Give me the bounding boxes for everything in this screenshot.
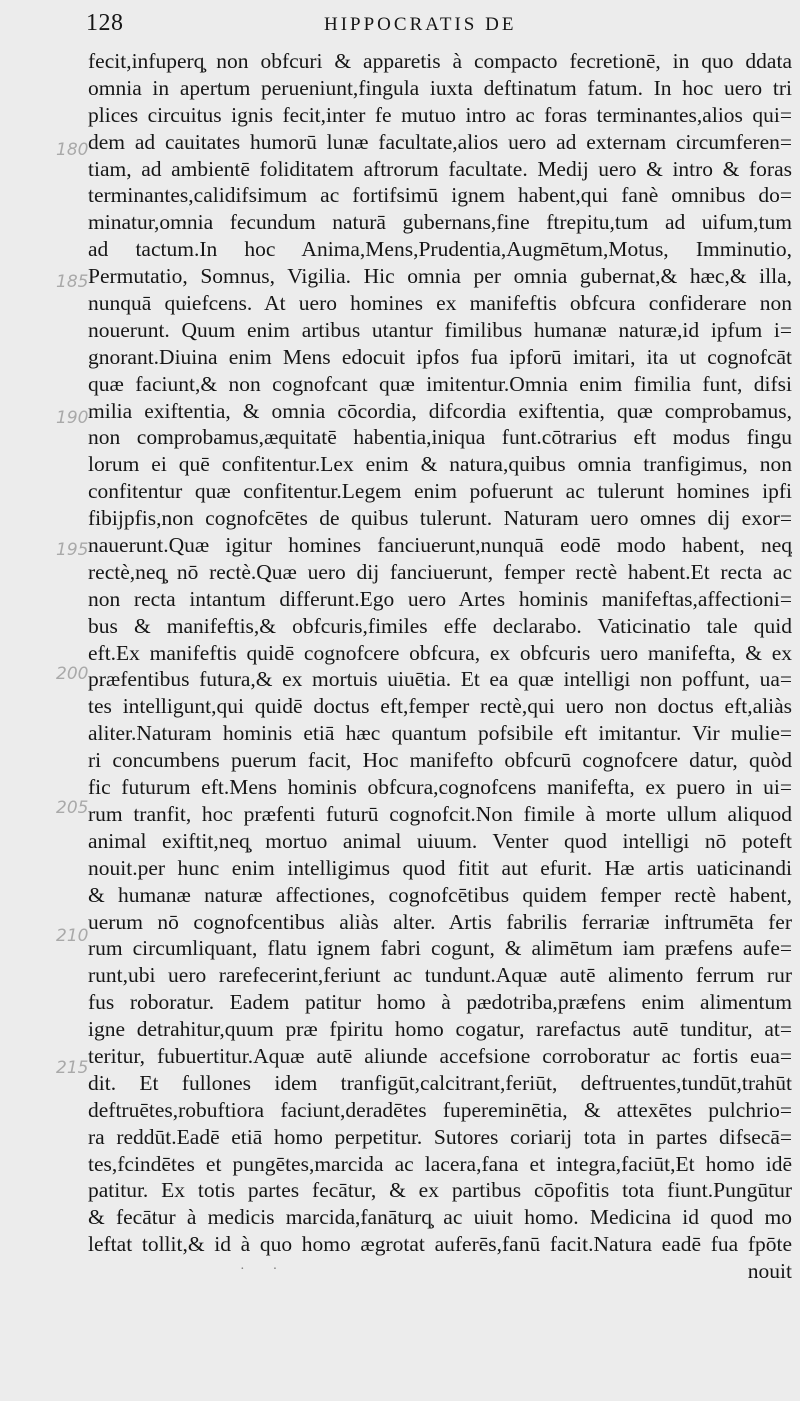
text-line: lorum ei quē confitentur.Lex enim & natura,quibus omnia tranfigimus, non [88,452,792,477]
text-line: deftruētes,robuftiora faciunt,deradētes fupereminētia, & attexētes pulchrio= [88,1097,792,1122]
margin-note: 195 [56,540,89,560]
text-line: leftat tollit,& id à quo homo ægrotat auferēs,fanū facit.Natura eadē fua fpōte [88,1232,792,1257]
catchword: nouit [747,1259,792,1284]
text-line: uerum nō cognofcentibus aliàs alter. Artis fabrilis ferrariæ inftrumēta fer [88,909,792,934]
text-line: ad tactum.In hoc Anima,Mens,Prudentia,Augmētum,Motus, Imminutio, [88,237,792,262]
page-number: 128 [86,10,124,36]
margin-note: 200 [56,664,89,684]
text-line: dit. Et fullones idem tranfigūt,calcitrant,feriūt, deftruentes,tundūt,trahūt [88,1070,792,1095]
text-line: nouerunt. Quum enim artibus utantur fimilibus humanæ naturæ,id ipfum i= [88,317,792,342]
text-line: fus roboratur. Eadem patitur homo à pædotriba,præfens enim alimentum [88,990,792,1015]
text-line: patitur. Ex totis partes fecātur, & ex partibus cōpofitis tota fiunt.Pungūtur [88,1178,792,1203]
text-line: fibijpfis,non cognofcētes de quibus tulerunt. Naturam uero omnes dij exor= [88,506,792,531]
text-line: non comprobamus,æquitatē habentia,iniqua funt.cōtrarius eft modus fingu [88,425,792,450]
text-line: aliter.Naturam hominis etiā hæc quantum pofsibile eft imitantur. Vir mulie= [88,721,792,746]
text-line: minatur,omnia fecundum naturā gubernans,fine ftrepitu,tum ad uifum,tum [88,210,792,235]
text-line: dem ad cauitates humorū lunæ facultate,alios uero ad externam circumferen= [88,129,792,154]
running-title: HIPPOCRATIS DE [324,14,517,35]
text-line: nouit.per hunc enim intelligimus quod fitit aut efurit. Hæ artis uaticinandi [88,855,792,880]
text-line: teritur, fubuertitur.Aquæ autē aliunde accefsione corroboratur ac fortis eua= [88,1043,792,1068]
text-line: runt,ubi uero rarefecerint,feriunt ac tundunt.Aquæ autē alimento ferrum rur [88,963,792,988]
margin-note: 205 [56,798,89,818]
text-line: fecit,infuperq̧ non obfcuri & apparetis à compacto fecretionē, in quo ddata [88,49,792,73]
text-line: terminantes,calidifsimum ac fortifsimū ignem habent,qui fanè omnibus do= [88,183,792,208]
text-line: & humanæ naturæ affectiones, cognofcētibus quidem femper rectè habent, [88,882,792,907]
margin-note: 215 [56,1058,89,1078]
text-line: confitentur quæ confitentur.Legem enim pofuerunt ac tulerunt homines ipfi [88,479,792,504]
text-line: tes intelligunt,qui quidē doctus eft,femper rectè,qui uero non doctus eft,aliàs [88,694,792,719]
text-line: quæ faciunt,& non cognofcant quæ imitentur.Omnia enim fimilia funt, difsi [88,371,792,396]
text-line: bus & manifeftis,& obfcuris,fimiles effe declarabo. Vaticinatio tale quid [88,613,792,638]
text-line: tes,fcindētes et pungētes,marcida ac lacera,fana et integra,faciūt,Et homo idē [88,1151,792,1176]
page-header [0,2,800,42]
text-line: tiam, ad ambientē foliditatem aftrorum facultate. Medij uero & intro & foras [88,156,792,181]
margin-note: 185 [56,272,89,292]
text-line: Permutatio, Somnus, Vigilia. Hic omnia per omnia gubernat,& hæc,& illa, [88,264,792,289]
bottom-printers-marks: · · [240,1262,278,1277]
text-line: ri concumbens puerum facit, Hoc manifefto obfcurū cognofcere datur, quòd [88,748,792,773]
text-line: nunquā quiefcens. At uero homines ex manifeftis obfcura confiderare non [88,291,792,316]
text-line: igne detrahitur,quum præ fpiritu homo cogatur, rarefactus autē tunditur, at= [88,1017,792,1042]
text-line: & fecātur à medicis marcida,fanāturq̧ ac uiuit homo. Medicina id quod mo [88,1205,792,1230]
text-line: milia exiftentia, & omnia cōcordia, difcordia exiftentia, quæ comprobamus, [88,398,792,423]
text-line: rum tranfit, hoc præfenti futurū cognofcit.Non fimile à morte ullum aliquod [88,801,792,826]
text-line: præfentibus futura,& ex mortuis uiuētia. Et ea quæ intelligi non poffunt, ua= [88,667,792,692]
text-line: ra reddūt.Eadē etiā homo perpetitur. Sutores coriarij tota in partes difsecā= [88,1124,792,1149]
text-line: rum circumliquant, flatu ignem fabri cogunt, & alimētum iam præfens aufe= [88,936,792,961]
margin-note: 190 [56,408,89,428]
text-line: non recta intantum differunt.Ego uero Artes hominis manifeftas,affectioni= [88,586,792,611]
text-line: rectè,neq̧ nō rectè.Quæ uero dij fanciuerunt, femper rectè habent.Et recta ac [88,559,792,584]
body-text [88,48,792,1285]
text-line: gnorant.Diuina enim Mens edocuit ipfos fua ipforū imitari, ita ut cognofcāt [88,344,792,369]
margin-note: 210 [56,926,89,946]
text-line: omnia in apertum perueniunt,fingula iuxta deftinatum fatum. In hoc uero tri [88,75,792,100]
text-line: plices circuitus ignis fecit,inter fe mutuo intro ac foras terminantes,alios qui= [88,102,792,127]
text-line: animal exiftit,neq̧ mortuo animal uiuum. Venter quod intelligi nō poteft [88,828,792,853]
margin-note: 180 [56,140,89,160]
text-line: eft.Ex manifeftis quidē cognofcere obfcura, ex obfcuris uero manifefta, & ex [88,640,792,665]
text-line: nauerunt.Quæ igitur homines fanciuerunt,nunquā eodē modo habent, neq̧ [88,533,792,558]
text-line: fic futurum eft.Mens hominis obfcura,cognofcens manifefta, ex puero in ui= [88,775,792,800]
